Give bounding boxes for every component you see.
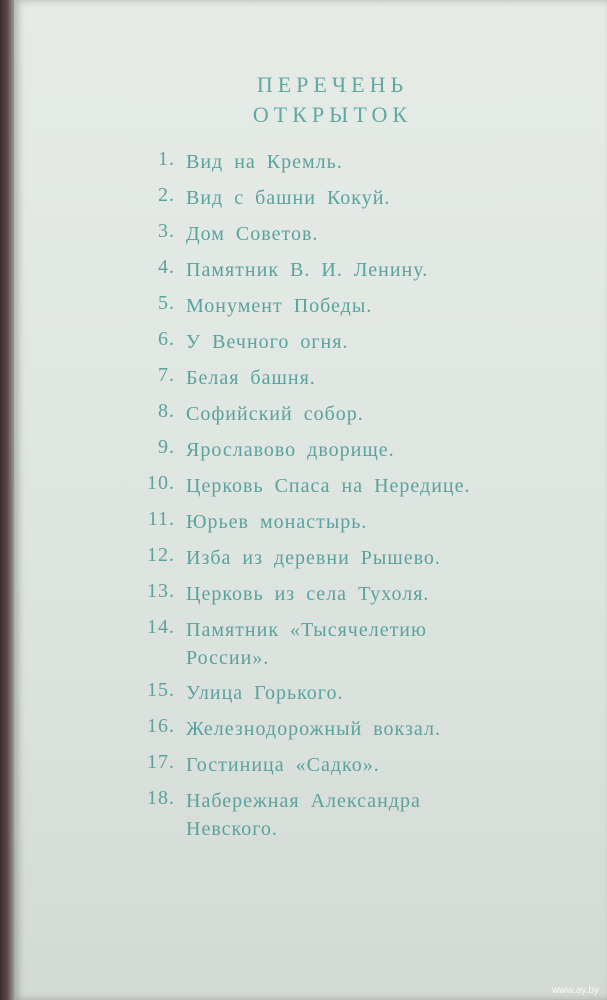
list-item [14, 679, 607, 715]
list-item [14, 292, 607, 328]
watermark-text: www.ay.by [551, 985, 599, 996]
list-item [14, 400, 607, 436]
item-number: 8. [158, 400, 175, 422]
page-title [14, 70, 607, 130]
list-item [14, 148, 607, 184]
item-text: Белая башня. [186, 367, 316, 389]
title-line-2: ОТКРЫТОК [252, 102, 413, 127]
list-item [14, 616, 607, 679]
list-item [14, 751, 607, 787]
item-text: Улица Горького. [186, 682, 344, 704]
item-text: Изба из деревни Рышево. [186, 547, 441, 569]
list-item [14, 544, 607, 580]
title-line-1: ПЕРЕЧЕНЬ [256, 72, 409, 97]
item-text: Монумент Победы. [186, 295, 373, 317]
item-text: Железнодорожный вокзал. [186, 718, 441, 740]
list-item [14, 256, 607, 292]
list-item [14, 715, 607, 751]
item-number: 13. [147, 580, 175, 602]
item-text: Ярославово дворище. [186, 439, 395, 461]
item-text: Церковь Спаса на Нередице. [186, 475, 471, 497]
list-item [14, 328, 607, 364]
list-item [14, 220, 607, 256]
list-item [14, 436, 607, 472]
item-number: 14. [147, 616, 175, 638]
item-text: Юрьев монастырь. [186, 511, 368, 533]
item-number: 10. [147, 472, 175, 494]
item-text: У Вечного огня. [186, 331, 349, 353]
item-number: 7. [158, 364, 175, 386]
item-text: Дом Советов. [186, 223, 319, 245]
list-item [14, 580, 607, 616]
item-number: 18. [147, 787, 175, 809]
item-number: 12. [147, 544, 175, 566]
postcard-list [14, 148, 607, 850]
list-item [14, 184, 607, 220]
item-number: 6. [158, 328, 175, 350]
item-text: Памятник «Тысячелетию России». [186, 619, 427, 669]
document-page [14, 0, 607, 1000]
list-item [14, 508, 607, 544]
item-text: Набережная Александра Невского. [186, 790, 421, 840]
item-number: 15. [147, 679, 175, 701]
item-number: 11. [147, 508, 175, 530]
item-text: Гостиница «Садко». [186, 754, 380, 776]
item-text: Памятник В. И. Ленину. [186, 259, 429, 281]
item-number: 3. [158, 220, 175, 242]
list-item [14, 364, 607, 400]
item-text: Вид на Кремль. [186, 151, 343, 173]
item-number: 2. [158, 184, 175, 206]
item-number: 4. [158, 256, 175, 278]
item-text: Софийский собор. [186, 403, 364, 425]
item-number: 16. [147, 715, 175, 737]
item-number: 9. [158, 436, 175, 458]
item-text: Вид с башни Кокуй. [186, 187, 391, 209]
item-number: 1. [158, 148, 175, 170]
item-text: Церковь из села Тухоля. [186, 583, 430, 605]
item-number: 17. [147, 751, 175, 773]
list-item [14, 787, 607, 850]
list-item [14, 472, 607, 508]
item-number: 5. [158, 292, 175, 314]
